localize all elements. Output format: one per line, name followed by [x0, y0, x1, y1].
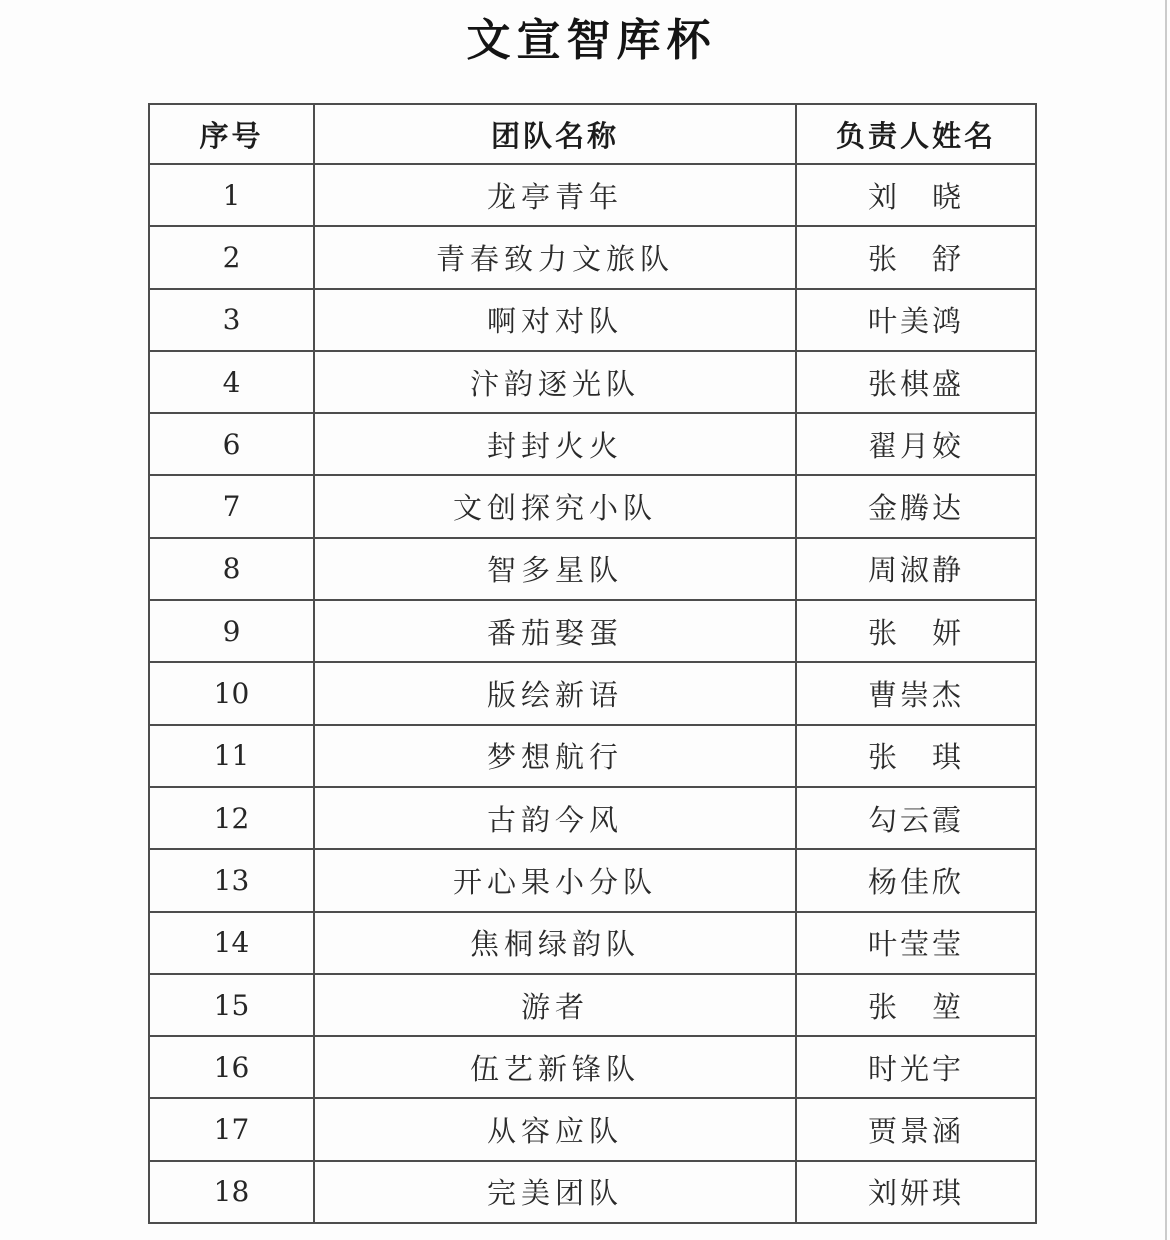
page-title: 文宣智库杯: [466, 15, 717, 66]
row-number: 16: [149, 1036, 314, 1098]
leader-name: 杨佳欣: [796, 849, 1036, 911]
team-name: 龙亭青年: [314, 164, 796, 226]
row-number: 17: [149, 1098, 314, 1160]
row-number: 2: [149, 226, 314, 288]
row-number: 4: [149, 351, 314, 413]
table-header-row: [149, 104, 1036, 164]
team-name: 智多星队: [314, 538, 796, 600]
team-name: 文创探究小队: [314, 475, 796, 537]
page-edge-shadow: [1165, 0, 1167, 1240]
team-name: 封封火火: [314, 413, 796, 475]
row-number: 18: [149, 1161, 314, 1223]
team-name: 伍艺新锋队: [314, 1036, 796, 1098]
leader-name: 张 妍: [796, 600, 1036, 662]
row-number: 11: [149, 725, 314, 787]
table-row: [149, 351, 1036, 413]
column-header-team-name: 团队名称: [314, 104, 796, 164]
table-row: [149, 662, 1036, 724]
leader-name: 贾景涵: [796, 1098, 1036, 1160]
leader-name: 周淑静: [796, 538, 1036, 600]
team-name: 啊对对队: [314, 289, 796, 351]
leader-name: 金腾达: [796, 475, 1036, 537]
team-name: 青春致力文旅队: [314, 226, 796, 288]
leader-name: 叶莹莹: [796, 912, 1036, 974]
row-number: 1: [149, 164, 314, 226]
table-row: [149, 1161, 1036, 1223]
leader-name: 刘妍琪: [796, 1161, 1036, 1223]
table-row: [149, 1098, 1036, 1160]
table-row: [149, 725, 1036, 787]
table-row: [149, 1036, 1036, 1098]
team-name: 游者: [314, 974, 796, 1036]
row-number: 8: [149, 538, 314, 600]
leader-name: 张 舒: [796, 226, 1036, 288]
table-row: [149, 912, 1036, 974]
leader-name: 时光宇: [796, 1036, 1036, 1098]
leader-name: 张棋盛: [796, 351, 1036, 413]
team-name: 从容应队: [314, 1098, 796, 1160]
team-name: 古韵今风: [314, 787, 796, 849]
table-row: [149, 787, 1036, 849]
team-name: 完美团队: [314, 1161, 796, 1223]
row-number: 12: [149, 787, 314, 849]
row-number: 7: [149, 475, 314, 537]
column-header-leader-name: 负责人姓名: [796, 104, 1036, 164]
table-row: [149, 226, 1036, 288]
table-row: [149, 849, 1036, 911]
team-name: 版绘新语: [314, 662, 796, 724]
table-row: [149, 289, 1036, 351]
leader-name: 勾云霞: [796, 787, 1036, 849]
team-name: 番茄娶蛋: [314, 600, 796, 662]
table-row: [149, 600, 1036, 662]
leader-name: 张 琪: [796, 725, 1036, 787]
column-header-index: 序号: [149, 104, 314, 164]
row-number: 6: [149, 413, 314, 475]
table-row: [149, 413, 1036, 475]
row-number: 15: [149, 974, 314, 1036]
row-number: 9: [149, 600, 314, 662]
table-row: [149, 164, 1036, 226]
leader-name: 曹崇杰: [796, 662, 1036, 724]
leader-name: 刘 晓: [796, 164, 1036, 226]
teams-table: [148, 103, 1037, 1224]
row-number: 14: [149, 912, 314, 974]
table-row: [149, 974, 1036, 1036]
row-number: 10: [149, 662, 314, 724]
team-name: 开心果小分队: [314, 849, 796, 911]
table-row: [149, 538, 1036, 600]
table-row: [149, 475, 1036, 537]
teams-table-container: [148, 103, 1035, 1224]
leader-name: 叶美鸿: [796, 289, 1036, 351]
team-name: 汴韵逐光队: [314, 351, 796, 413]
leader-name: 张 堃: [796, 974, 1036, 1036]
row-number: 13: [149, 849, 314, 911]
leader-name: 翟月姣: [796, 413, 1036, 475]
row-number: 3: [149, 289, 314, 351]
team-name: 梦想航行: [314, 725, 796, 787]
team-name: 焦桐绿韵队: [314, 912, 796, 974]
